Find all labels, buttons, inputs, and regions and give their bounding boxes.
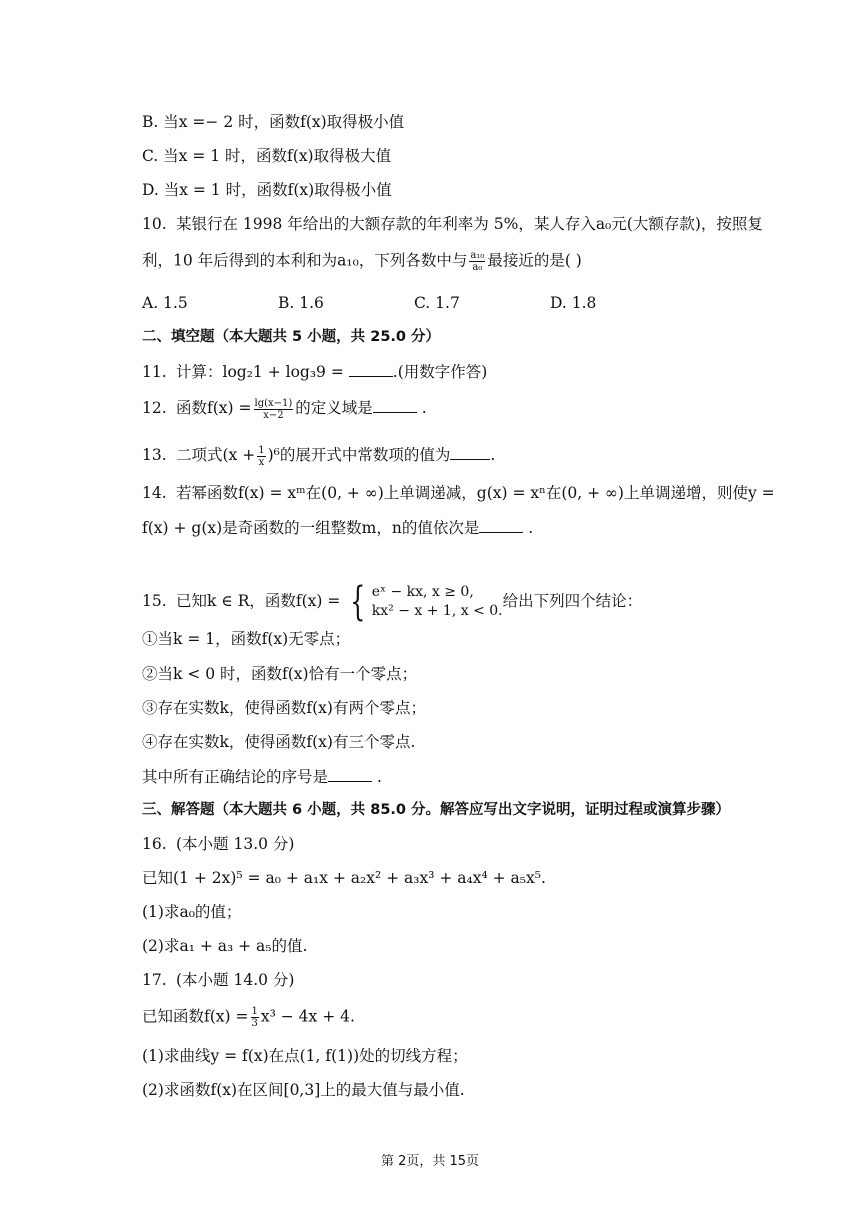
q13-number: 13. bbox=[142, 446, 167, 464]
q12-text-b: 的定义域是 bbox=[295, 399, 373, 417]
q16-part-1: (1)求a₀的值； bbox=[142, 903, 242, 921]
q15-item-4: ④存在实数k，使得函数f(x)有三个零点. bbox=[142, 733, 416, 751]
q13-frac-bottom: x bbox=[258, 456, 265, 468]
q15-ask-text: 其中所有正确结论的序号是 bbox=[142, 768, 329, 786]
q17-fraction bbox=[251, 1006, 259, 1029]
q13-fraction bbox=[257, 445, 265, 468]
option-d: D. 当x = 1 时，函数f(x)取得极小值 bbox=[142, 181, 392, 199]
q15-text-b: 给出下列四个结论： bbox=[502, 592, 643, 610]
q12 bbox=[142, 397, 427, 421]
q17-header bbox=[142, 970, 294, 990]
q15-brace: { bbox=[350, 579, 366, 625]
q10-text-1: 某银行在 1998 年给出的大额存款的年利率为 5%，某人存入a₀元(大额存款)，按照复 bbox=[176, 215, 763, 233]
q17-part-1: (1)求曲线y = f(x)在点(1, f(1))处的切线方程； bbox=[142, 1047, 468, 1065]
q17-score: (本小题 14.0 分) bbox=[176, 971, 295, 989]
q14-text-2: f(x) + g(x)是奇函数的一组整数m，n的值依次是 bbox=[142, 519, 480, 537]
q17-frac-bottom: 3 bbox=[251, 1018, 258, 1029]
q12-answer-blank bbox=[373, 397, 417, 413]
q10-choice-d: D. 1.8 bbox=[550, 294, 597, 312]
q10-frac-bottom: a₀ bbox=[472, 262, 483, 273]
q10-number: 10. bbox=[142, 215, 167, 233]
q10-line1 bbox=[142, 214, 763, 234]
q17-given bbox=[142, 1006, 355, 1029]
q12-text-a: 函数f(x) = bbox=[176, 399, 252, 417]
option-b: B. 当x =− 2 时，函数f(x)取得极小值 bbox=[142, 113, 405, 131]
q14-tail: . bbox=[523, 519, 534, 537]
q15-item-2: ②当k < 0 时，函数f(x)恰有一个零点； bbox=[142, 665, 418, 683]
q11-number: 11. bbox=[142, 363, 167, 381]
q17-number: 17. bbox=[142, 971, 167, 989]
q16-part-2: (2)求a₁ + a₃ + a₅的值. bbox=[142, 937, 308, 955]
q10-text-2b: 最接近的是( ) bbox=[487, 251, 582, 270]
q10-choices bbox=[142, 293, 686, 313]
q17-given-a: 已知函数f(x) = bbox=[142, 1007, 249, 1026]
q12-tail: . bbox=[416, 399, 427, 417]
q14-answer-blank bbox=[479, 517, 523, 533]
q17-given-b: x³ − 4x + 4. bbox=[260, 1007, 355, 1026]
q15-piecewise bbox=[345, 579, 503, 625]
q10-fraction bbox=[469, 250, 485, 273]
q11-text: 计算：log₂1 + log₃9 = bbox=[176, 363, 344, 381]
q17-frac-top: 1 bbox=[251, 1006, 258, 1017]
q14-text-1: 若幂函数f(x) = xᵐ在(0, + ∞)上单调递减，g(x) = xⁿ在(0, + ∞)上单调递增，则使y = bbox=[176, 484, 775, 502]
q15-case-2: kx² − x + 1, x < 0. bbox=[371, 603, 503, 619]
q15-stem bbox=[142, 579, 643, 625]
q10-text-2a: 利，10 年后得到的本利和为a₁₀，下列各数中与 bbox=[142, 251, 468, 270]
q10-choice-b: B. 1.6 bbox=[278, 294, 324, 312]
page-footer: 第 2页，共 15页 bbox=[380, 1154, 480, 1169]
q10-choice-a: A. 1.5 bbox=[142, 294, 188, 312]
section-fill-in-heading: 二、填空题（本大题共 5 小题，共 25.0 分） bbox=[142, 329, 441, 345]
q12-frac-bottom: x−2 bbox=[263, 409, 284, 421]
q13-answer-blank bbox=[450, 444, 490, 460]
q10-line2 bbox=[142, 250, 582, 273]
q12-frac-top: lg(x−1) bbox=[254, 397, 293, 409]
q15-case-1: eˣ − kx, x ≥ 0, bbox=[371, 584, 474, 600]
q10-frac-top: a₁₀ bbox=[470, 250, 485, 261]
q15-number: 15. bbox=[142, 592, 167, 610]
q15-ask bbox=[142, 766, 382, 787]
q14-number: 14. bbox=[142, 484, 167, 502]
q16-given: 已知(1 + 2x)⁵ = a₀ + a₁x + a₂x² + a₃x³ + a₄x⁴ + a₅x⁵. bbox=[142, 869, 546, 887]
q13-text-b: )⁶的展开式中常数项的值为 bbox=[267, 446, 451, 464]
q14-line2 bbox=[142, 517, 533, 538]
q15-item-3: ③存在实数k，使得函数f(x)有两个零点； bbox=[142, 699, 426, 717]
q10-choice-c: C. 1.7 bbox=[414, 294, 460, 312]
q15-text-a: 已知k ∈ R，函数f(x) = bbox=[176, 592, 341, 610]
q13-text-a: 二项式(x + bbox=[176, 446, 256, 464]
q12-fraction bbox=[254, 398, 294, 421]
q17-part-2: (2)求函数f(x)在区间[0,3]上的最大值与最小值. bbox=[142, 1081, 465, 1099]
q11 bbox=[142, 361, 487, 382]
q15-answer-blank bbox=[328, 766, 372, 782]
q13 bbox=[142, 444, 495, 468]
section-solutions-heading: 三、解答题（本大题共 6 小题，共 85.0 分。解答应写出文字说明，证明过程或演算步骤） bbox=[142, 802, 731, 818]
q12-number: 12. bbox=[142, 399, 167, 417]
q11-answer-blank bbox=[349, 361, 393, 377]
q14-line1 bbox=[142, 483, 775, 503]
q13-tail: . bbox=[490, 446, 496, 464]
q15-cases bbox=[372, 583, 503, 621]
q16-header bbox=[142, 834, 294, 854]
q15-tail: . bbox=[372, 768, 382, 786]
q13-frac-top: 1 bbox=[258, 444, 265, 456]
option-c: C. 当x = 1 时，函数f(x)取得极大值 bbox=[142, 147, 392, 165]
q16-score: (本小题 13.0 分) bbox=[176, 835, 295, 853]
q11-tail: .(用数字作答) bbox=[392, 363, 488, 381]
q16-number: 16. bbox=[142, 835, 167, 853]
q15-item-1: ①当k = 1，函数f(x)无零点； bbox=[142, 630, 351, 648]
